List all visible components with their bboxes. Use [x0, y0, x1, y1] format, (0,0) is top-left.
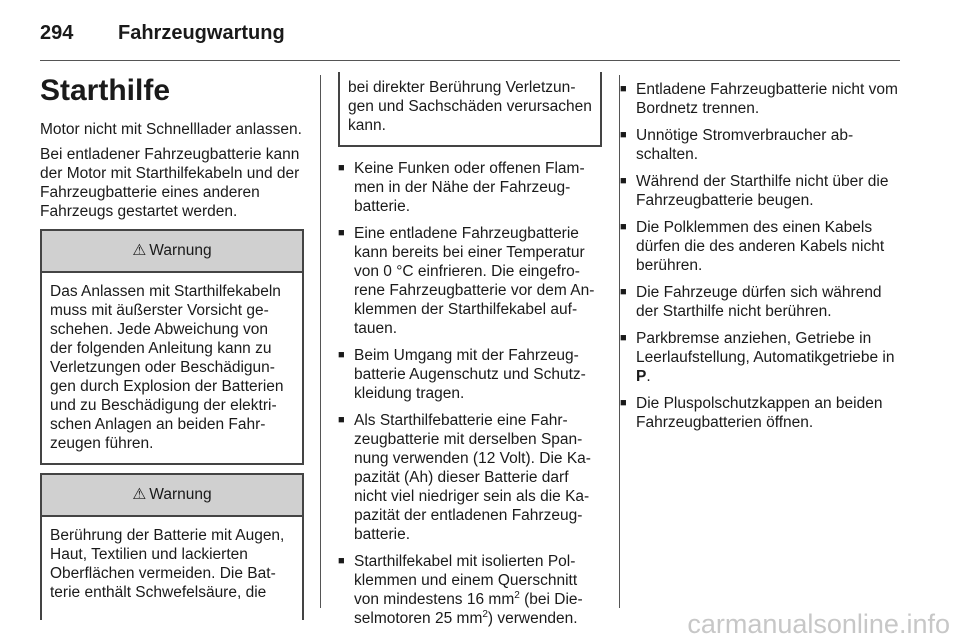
page-number: 294	[40, 22, 74, 44]
intro-paragraph-1: Motor nicht mit Schnelllader anlassen.	[40, 121, 302, 138]
watermark: carmanualsonline.info	[687, 609, 950, 639]
page-title: Starthilfe	[40, 74, 171, 107]
section-header: Fahrzeugwartung	[118, 22, 285, 44]
warning-box-2-continued: bei direkter Berührung Verletzungen und Sachschäden verursachen kann.	[338, 72, 602, 147]
column-divider-1	[320, 75, 321, 608]
list-item-park	[620, 329, 902, 386]
list-item: ■ Die Pluspolschutzkappen an beiden Fahrzeugbatterien öffnen.	[620, 394, 902, 432]
park-text-end: .	[646, 368, 651, 385]
warning-triangle-icon: ⚠	[132, 242, 147, 259]
gear-p-label: P	[636, 368, 647, 385]
cable-text-1: Starthilfekabel mit isolierten Polklemmen und einem Querschnitt von mindestens 16 mm	[354, 553, 578, 608]
superscript: 2	[514, 589, 520, 601]
warning-box-2	[40, 473, 304, 620]
list-item: ■ Die Fahrzeuge dürfen sich während der Starthilfe nicht berühren.	[620, 283, 902, 321]
bullet-list-col3	[620, 80, 902, 432]
warning-label: Warnung	[149, 486, 212, 503]
list-item: ■ Unnötige Stromverbraucher abschalten.	[620, 126, 902, 164]
superscript: 2	[482, 608, 488, 620]
list-item: ■ Während der Starthilfe nicht über die Fahrzeugbatterie beugen.	[620, 172, 902, 210]
list-item: ■ Entladene Fahrzeugbatterie nicht vom Bordnetz trennen.	[620, 80, 902, 118]
warning-box-1	[40, 229, 304, 465]
column-2	[338, 74, 602, 636]
list-item: ■ Die Polklemmen des einen Kabels dürfen die des anderen Kabels nicht berühren.	[620, 218, 902, 275]
list-item: ■ Beim Umgang mit der Fahrzeugbatterie Augenschutz und Schutzkleidung tragen.	[338, 346, 602, 403]
warning-box-2-text: Berührung der Batterie mit Augen, Haut, Textilien und lackierten Oberflächen vermeiden. Die Batterie enthält Schwefelsäure, die	[50, 527, 285, 601]
cable-text-3: ) verwenden.	[487, 610, 578, 627]
warning-triangle-icon: ⚠	[132, 486, 147, 503]
column-1	[40, 74, 304, 620]
column-3	[620, 80, 902, 440]
warning-label: Warnung	[149, 242, 212, 259]
warning-box-2-header	[42, 475, 302, 517]
warning-box-1-header	[42, 231, 302, 273]
bullet-list-col2	[338, 159, 602, 628]
list-item: ■ Eine entladene Fahrzeugbatterie kann bereits bei einer Temperatur von 0 °C einfrieren. Die eingefrorene Fahrzeugbatterie vor dem Anklemmen der Starthilfekabel auftauen.	[338, 224, 602, 338]
intro-paragraph-2: Bei entladener Fahrzeugbatterie kann der Motor mit Starthilfekabeln und der Fahrzeugbatterie eines anderen Fahrzeugs gestartet werden.	[40, 146, 300, 220]
warning-box-1-text: Das Anlassen mit Starthilfekabeln muss mit äußerster Vorsicht geschehen. Jede Abweichung von der folgenden Anleitung kann zu Verletzungen oder Beschädigungen durch Explosion der Batterien und zu Beschädigung der elektrischen Anlagen an beiden Fahrzeugen führen.	[50, 283, 284, 452]
header-rule	[40, 60, 900, 61]
list-item: ■ Keine Funken oder offenen Flammen in der Nähe der Fahrzeugbatterie.	[338, 159, 602, 216]
cable-text-2: (bei Dieselmotoren 25 mm	[354, 591, 583, 627]
park-text: Parkbremse anziehen, Getriebe in Leerlaufstellung, Automatikgetriebe in	[636, 330, 895, 366]
list-item: ■ Als Starthilfebatterie eine Fahrzeugbatterie mit derselben Spannung verwenden (12 Volt). Die Kapazität (Ah) dieser Batterie darf nicht viel niedriger sein als die Kapazität der entladenen Fahrzeugbatterie.	[338, 411, 602, 544]
list-item-cable	[338, 552, 602, 628]
